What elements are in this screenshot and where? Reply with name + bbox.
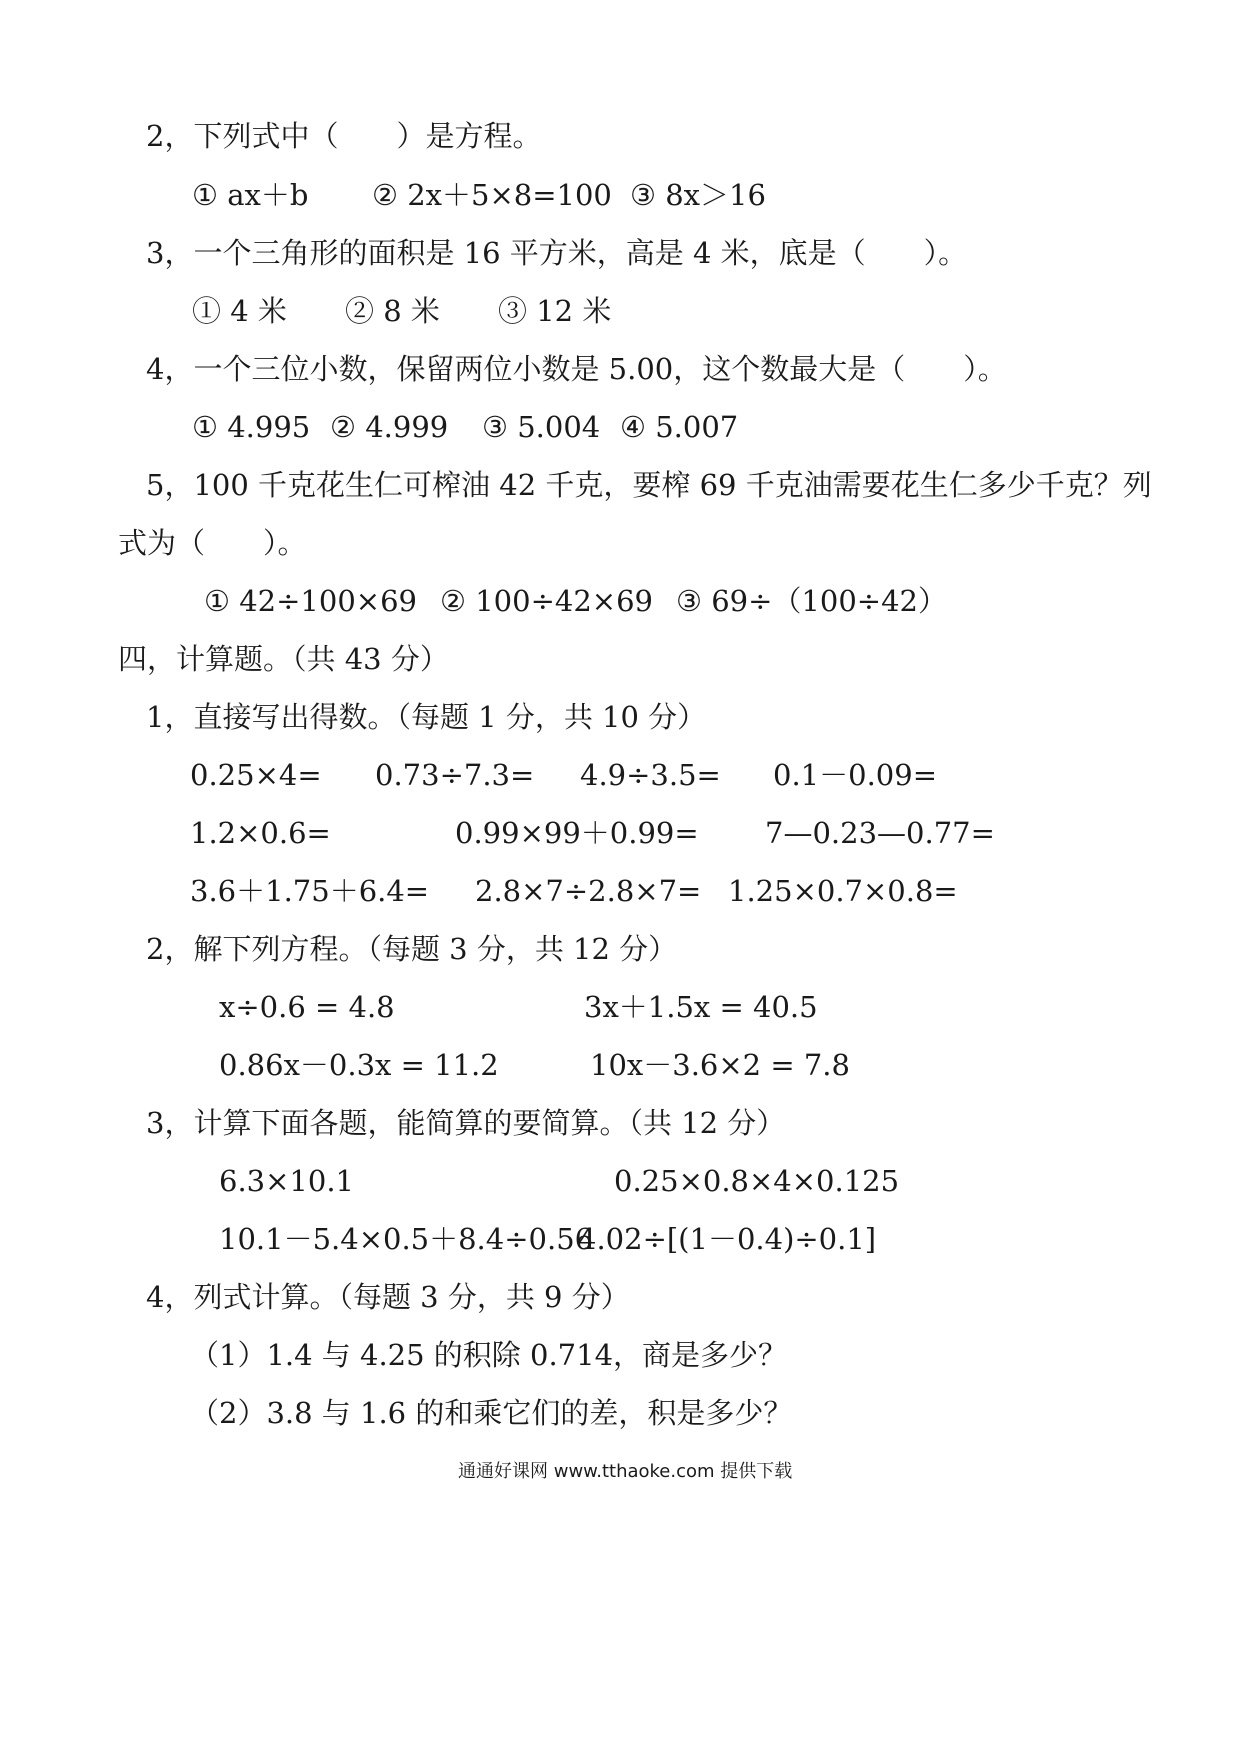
footer-download-note: 通通好课网 www.tthaoke.com 提供下载: [458, 1461, 793, 1482]
part-2-row-2-item-2: 10x－3.6×2 = 7.8: [590, 1048, 850, 1082]
part-3-title: 3，计算下面各题，能简算的要简算。（共 12 分）: [146, 1106, 786, 1140]
part-3-row-2-item-1: 10.1－5.4×0.5＋8.4÷0.56: [219, 1222, 594, 1256]
part-3-row-1-item-2: 0.25×0.8×4×0.125: [614, 1164, 900, 1198]
part-3-row-1-item-1: 6.3×10.1: [219, 1164, 354, 1198]
question-4-stem: 4，一个三位小数，保留两位小数是 5.00，这个数最大是（ ）。: [146, 352, 1007, 386]
question-2-stem: 2，下列式中（ ）是方程。: [146, 119, 542, 153]
question-4-option-3: ③ 5.004: [482, 410, 601, 444]
part-1-row-3-item-3: 1.25×0.7×0.8=: [728, 874, 958, 908]
question-5-option-1: ① 42÷100×69: [204, 584, 417, 618]
question-4-option-4: ④ 5.007: [620, 410, 739, 444]
part-4-item-2: （2）3.8 与 1.6 的和乘它们的差，积是多少？: [190, 1396, 793, 1430]
question-5-stem-line-1: 5，100 千克花生仁可榨油 42 千克，要榨 69 千克油需要花生仁多少千克？列: [146, 468, 1152, 502]
question-5-option-3: ③ 69÷（100÷42）: [676, 584, 947, 618]
part-1-row-2-item-2: 0.99×99＋0.99=: [455, 816, 699, 850]
part-1-title: 1，直接写出得数。（每题 1 分，共 10 分）: [146, 700, 707, 734]
part-2-row-2-item-1: 0.86x－0.3x = 11.2: [219, 1048, 499, 1082]
section-4-heading: 四，计算题。（共 43 分）: [118, 642, 449, 676]
part-4-item-1: （1）1.4 与 4.25 的积除 0.714，商是多少？: [190, 1338, 788, 1372]
question-3-stem: 3，一个三角形的面积是 16 平方米，高是 4 米，底是（ ）。: [146, 236, 968, 270]
question-3-option-3: ③ 12 米: [498, 294, 612, 328]
part-1-row-2-item-3: 7—0.23—0.77=: [765, 816, 995, 850]
part-2-row-1-item-1: x÷0.6 = 4.8: [219, 990, 395, 1024]
question-3-option-2: ② 8 米: [345, 294, 440, 328]
question-5-stem-line-2: 式为（ ）。: [118, 526, 307, 560]
part-2-row-1-item-2: 3x＋1.5x = 40.5: [584, 990, 818, 1024]
part-4-title: 4，列式计算。（每题 3 分，共 9 分）: [146, 1280, 630, 1314]
question-2-option-2: ② 2x＋5×8=100: [372, 178, 612, 212]
question-2-option-3: ③ 8x＞16: [630, 178, 766, 212]
part-2-title: 2，解下列方程。（每题 3 分，共 12 分）: [146, 932, 678, 966]
part-1-row-1-item-2: 0.73÷7.3=: [375, 758, 535, 792]
question-5-option-2: ② 100÷42×69: [440, 584, 653, 618]
part-1-row-1-item-3: 4.9÷3.5=: [580, 758, 721, 792]
question-4-option-1: ① 4.995: [192, 410, 311, 444]
part-1-row-3-item-1: 3.6＋1.75＋6.4=: [190, 874, 430, 908]
part-3-row-2-item-2: 4.02÷[(1－0.4)÷0.1]: [578, 1222, 877, 1256]
part-1-row-1-item-4: 0.1－0.09=: [773, 758, 937, 792]
part-1-row-2-item-1: 1.2×0.6=: [190, 816, 331, 850]
question-3-option-1: ① 4 米: [192, 294, 287, 328]
question-2-option-1: ① ax＋b: [192, 178, 309, 212]
part-1-row-3-item-2: 2.8×7÷2.8×7=: [475, 874, 702, 908]
question-4-option-2: ② 4.999: [330, 410, 449, 444]
part-1-row-1-item-1: 0.25×4=: [190, 758, 322, 792]
